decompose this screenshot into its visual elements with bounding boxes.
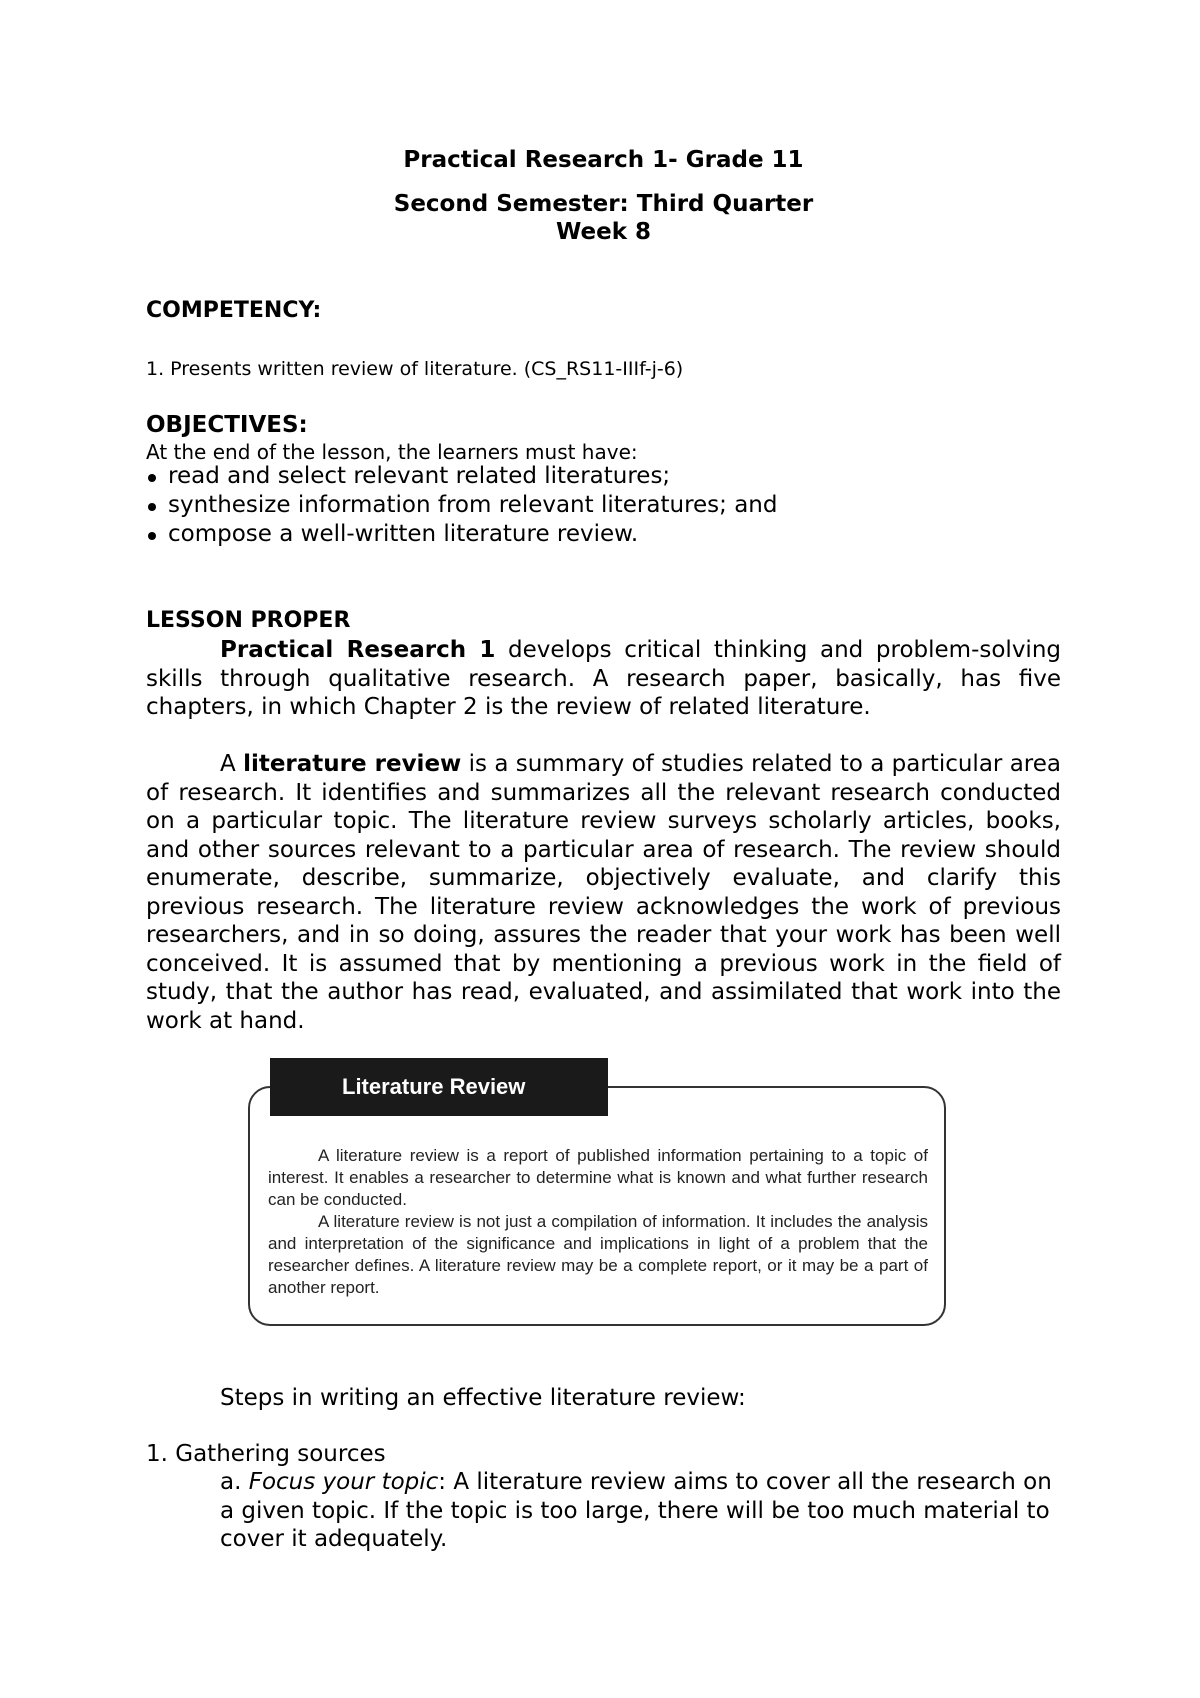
literature-review-box-text <box>268 1145 928 1299</box>
objective-item: synthesize information from relevant literatures; and <box>146 491 777 520</box>
lesson-paragraph-1 <box>146 636 1061 722</box>
document-title: Practical Research 1- Grade 11 <box>403 147 804 173</box>
week-label: Week 8 <box>555 219 652 245</box>
box-paragraph-2: A literature review is not just a compilation of information. It includes the analysis and interpretation of the significance and implications in light of a problem that the researcher defines. A literature review may be a complete report, or it may be a part of another report. <box>268 1212 928 1297</box>
objective-item: compose a well-written literature review. <box>146 520 777 549</box>
literature-review-box-title: Literature Review <box>270 1058 608 1116</box>
focus-topic-italic: Focus your topic <box>248 1469 439 1495</box>
box-paragraph-1: A literature review is a report of published information pertaining to a topic of interest. It enables a researcher to determine what is known and what further research can be conducted. <box>268 1146 928 1209</box>
practical-research-bold: Practical Research 1 <box>220 637 496 663</box>
competency-heading: COMPETENCY: <box>146 298 322 323</box>
paragraph-2-start: A <box>220 751 244 777</box>
step-1a-label: a. <box>220 1469 249 1495</box>
objective-item: read and select relevant related literatures; <box>146 462 777 491</box>
semester-label: Second Semester: Third Quarter <box>393 191 814 217</box>
steps-intro: Steps in writing an effective literature review: <box>220 1385 746 1411</box>
competency-item: 1. Presents written review of literature. (CS_RS11-IIIf-j-6) <box>146 358 684 380</box>
objectives-intro: At the end of the lesson, the learners must have: <box>146 440 638 464</box>
step-1-heading: 1. Gathering sources <box>146 1441 386 1467</box>
lesson-heading: LESSON PROPER <box>146 608 351 633</box>
lesson-paragraph-2 <box>146 750 1061 1035</box>
step-1a-rest: : A literature review aims to cover all the research on a given topic. If the topic is too large, there will be too much material to cover it adequately. <box>220 1469 1052 1552</box>
objectives-list <box>146 462 777 549</box>
paragraph-2-text: is a summary of studies related to a particular area of research. It identifies and summarizes all the relevant research conducted on a particular topic. The literature review surveys scholarly articles, books, and other sources relevant to a particular area of research. The review should enumerate, describe, summarize, objectively evaluate, and clarify this previous research. The literature review acknowledges the work of previous researchers, and in so doing, assures the reader that your work has been well conceived. It is assumed that by mentioning a previous work in the field of study, that the author has read, evaluated, and assimilated that work into the work at hand. <box>146 751 1061 1034</box>
paragraph-1-text: develops critical thinking and problem-solving skills through qualitative research. A research paper, basically, has five chapters, in which Chapter 2 is the review of related literature. <box>146 637 1062 720</box>
literature-review-bold: literature review <box>243 751 462 777</box>
objectives-heading: OBJECTIVES: <box>146 412 308 438</box>
step-1a-text <box>220 1468 1061 1554</box>
